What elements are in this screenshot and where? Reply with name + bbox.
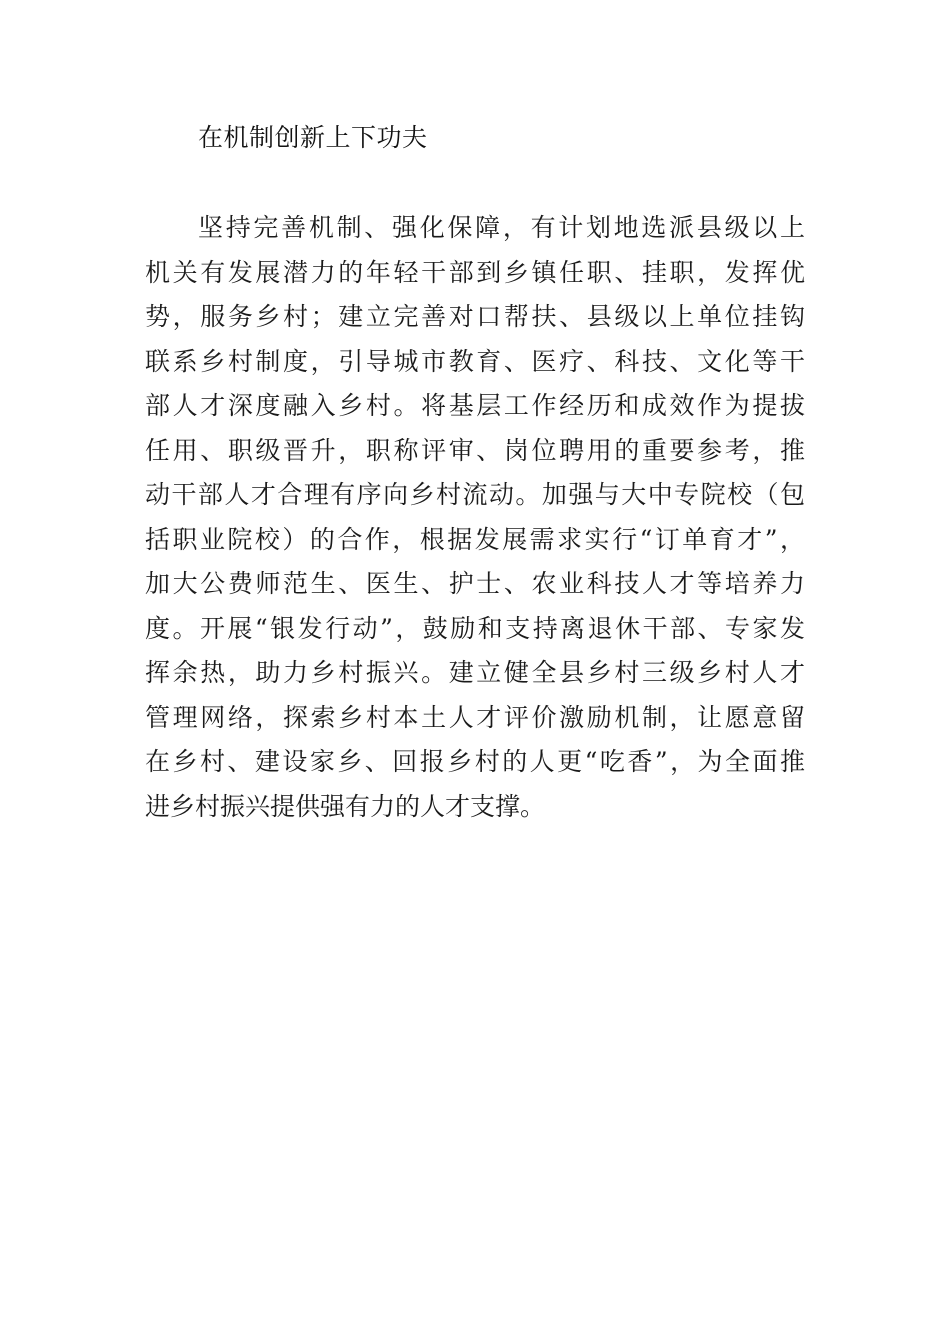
- paragraph-line: 部人才深度融入乡村。将基层工作经历和成效作为提拔: [145, 391, 805, 420]
- paragraph-line: 挥余热，助力乡村振兴。建立健全县乡村三级乡村人才: [145, 658, 805, 687]
- paragraph-line: 动干部人才合理有序向乡村流动。加强与大中专院校（包: [145, 480, 805, 509]
- paragraph-line: 进乡村振兴提供强有力的人才支撑。: [145, 791, 546, 821]
- paragraph-line: 任用、职级晋升，职称评审、岗位聘用的重要参考，推: [145, 435, 805, 465]
- paragraph-line: 加大公费师范生、医生、护士、农业科技人才等培养力: [145, 569, 805, 598]
- paragraph-line: 括职业院校）的合作，根据发展需求实行“订单育才”，: [145, 524, 805, 554]
- paragraph-line: 联系乡村制度，引导城市教育、医疗、科技、文化等干: [145, 346, 805, 376]
- paragraph-line: 在乡村、建设家乡、回报乡村的人更“吃香”，为全面推: [145, 747, 805, 776]
- paragraph-line: 度。开展“银发行动”，鼓励和支持离退休干部、专家发: [145, 613, 805, 643]
- paragraph-line: 坚持完善机制、强化保障，有计划地选派县级以上: [198, 213, 805, 242]
- paragraph-line: 势，服务乡村；建立完善对口帮扶、县级以上单位挂钩: [145, 302, 805, 331]
- paragraph-line: 管理网络，探索乡村本土人才评价激励机制，让愿意留: [145, 702, 805, 732]
- body-paragraph: [145, 206, 805, 829]
- section-heading: 在机制创新上下功夫: [198, 123, 428, 152]
- paragraph-line: 机关有发展潜力的年轻干部到乡镇任职、挂职，发挥优: [145, 257, 805, 287]
